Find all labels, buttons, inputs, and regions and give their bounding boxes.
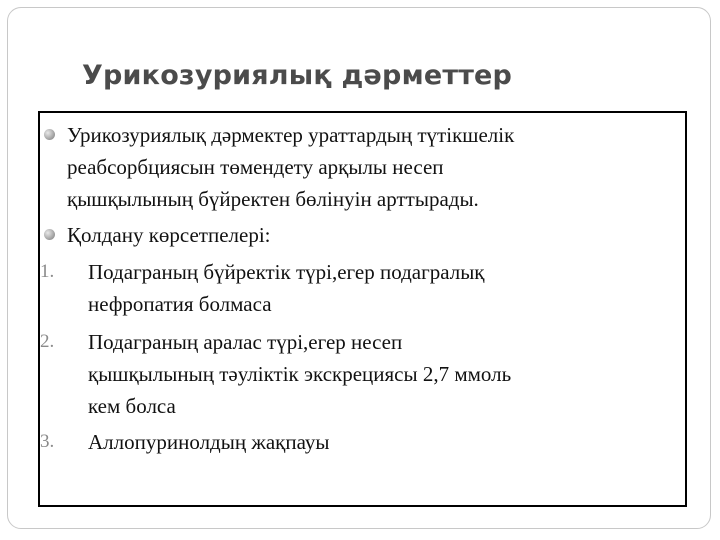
bullet-line: Урикозуриялық дәрмектер ураттардың түтікшелік [67,123,515,147]
numbered-line: нефропатия болмаса [88,292,272,316]
numbered-item-2 [40,326,708,422]
number-marker: 2. [40,331,55,352]
bullet-item-description [67,119,707,215]
bullet-line: реабсорбциясын төмендету арқылы несеп [67,155,444,179]
bullet-icon [44,229,55,240]
numbered-line: кем болса [88,394,176,418]
numbered-line: Аллопуринолдың жақпауы [88,430,330,454]
numbered-line: қышқылының тәуліктік экскрециясы 2,7 ммоль [88,362,512,386]
numbered-line: Подаграның аралас түрі,егер несеп [88,330,403,354]
number-marker: 1. [40,261,55,282]
numbered-line: Подаграның бүйректік түрі,егер подагралық [88,260,485,284]
bullet-icon [44,129,55,140]
slide-title: Урикозуриялық дәрметтер [82,60,513,91]
numbered-item-3 [40,426,708,458]
bullet-line: Қолдану көрсетпелері: [67,223,271,247]
number-marker: 3. [40,431,55,452]
content-box [38,111,687,507]
bullet-item-indications [67,219,707,251]
bullet-line: қышқылының бүйректен бөлінуін арттырады. [67,187,479,211]
numbered-item-1 [40,256,708,320]
